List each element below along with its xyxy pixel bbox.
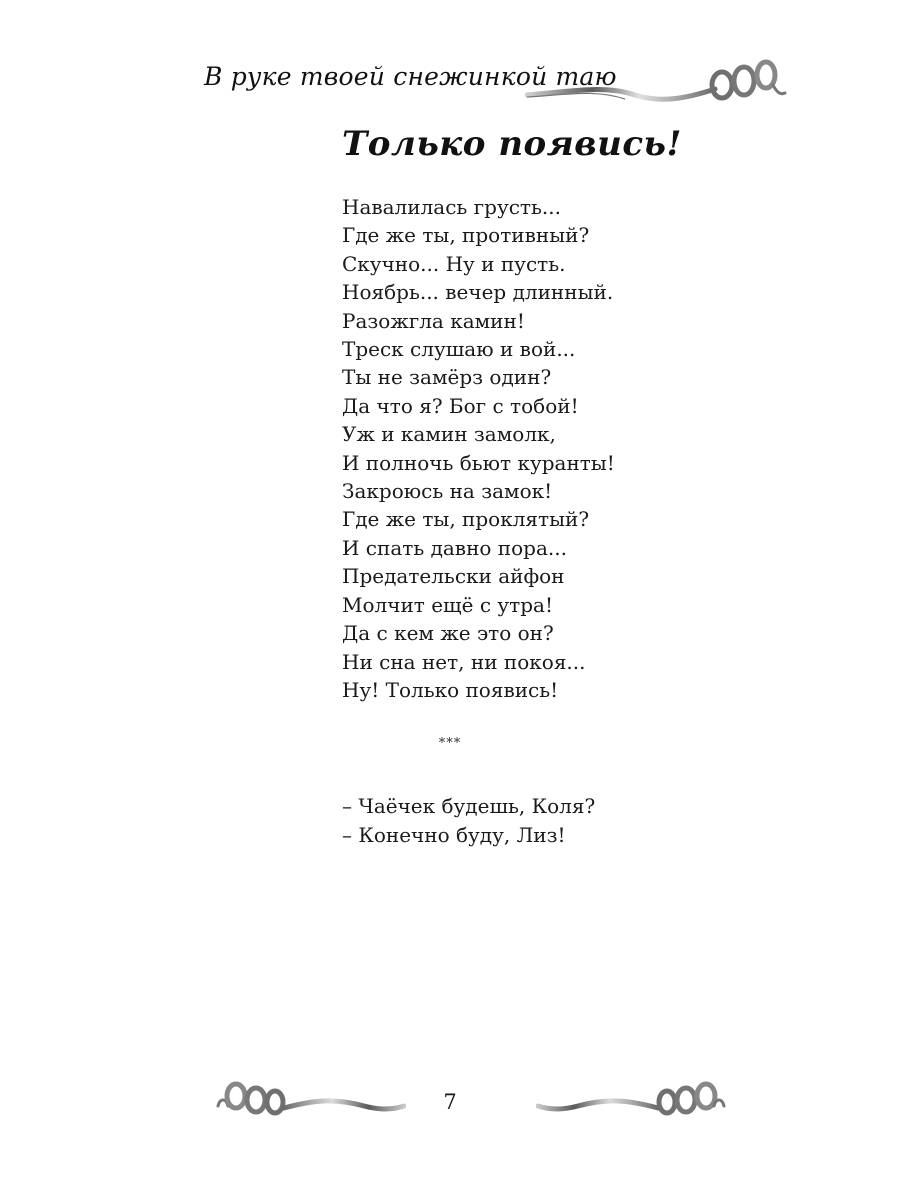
poem-line: Навалилась грусть... (342, 195, 561, 219)
poem-line: Да с кем же это он? (342, 621, 554, 646)
poem-line: Закроюсь на замок! (342, 479, 553, 504)
page-number: 7 (443, 1090, 457, 1114)
dialogue-line: – Чаёчек будешь, Коля? (342, 794, 596, 818)
dialogue-line: – Конечно буду, Лиз! (342, 823, 566, 847)
poem-line: Треск слушаю и вой... (342, 337, 576, 362)
poem-body (342, 193, 615, 704)
poem-line: Ну! Только появись! (342, 677, 559, 702)
poem-line: Скучно... Ну и пусть. (342, 251, 566, 276)
poem-line: Ноябрь... вечер длинный. (342, 280, 614, 305)
poem-line: Ты не замёрз один? (342, 365, 552, 390)
section-separator: *** (438, 736, 462, 751)
poem-line: Где же ты, проклятый? (342, 507, 590, 532)
ribbon-ornament-right-icon (536, 1076, 728, 1120)
poem-line: И спать давно пора... (342, 535, 567, 560)
ribbon-ornament-top-icon (525, 55, 787, 107)
poem-line: Разожгла камин! (342, 308, 525, 333)
poem-line: Предательски айфон (342, 564, 565, 589)
running-title: В руке твоей снежинкой таю (204, 62, 617, 91)
poem-line: И полночь бьют куранты! (342, 450, 615, 475)
poem-line: Молчит ещё с утра! (342, 592, 553, 617)
dialogue-block (342, 792, 595, 850)
poem-line: Ни сна нет, ни покоя... (342, 649, 586, 674)
poem-line: Где же ты, противный? (342, 223, 590, 248)
poem-line: Уж и камин замолк, (342, 422, 556, 447)
poem-title: Только появись! (342, 124, 682, 164)
poem-line: Да что я? Бог с тобой! (342, 393, 579, 418)
